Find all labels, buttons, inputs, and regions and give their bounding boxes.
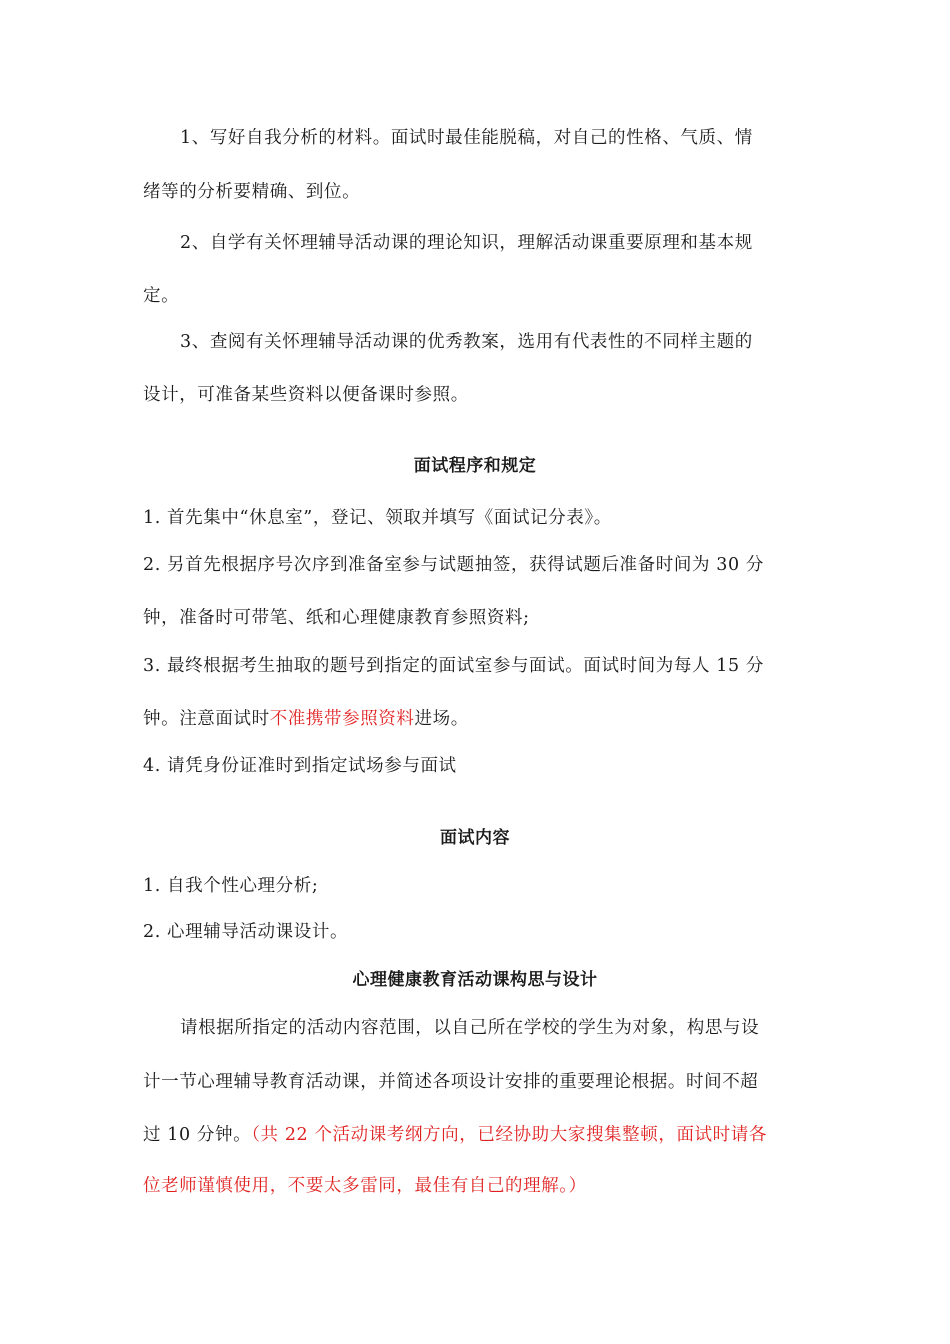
- prep-item-2-line-1: 2、自学有关怀理辅导活动课的理论知识，理解活动课重要原理和基本规: [180, 233, 753, 253]
- prep-item-2-line-2: 定。: [143, 286, 180, 306]
- procedure-item-3-highlight: 不准携带参照资料: [269, 709, 415, 729]
- procedure-item-3-text-b: 进场。: [414, 709, 469, 729]
- procedure-item-4: 4. 请凭身份证准时到指定试场参与面试: [143, 756, 457, 776]
- content-item-2: 2. 心理辅导活动课设计。: [143, 922, 349, 942]
- design-line-3: [143, 1121, 767, 1146]
- prep-item-3-line-2: 设计，可准备某些资料以便备课时参照。: [143, 385, 469, 405]
- procedure-item-1: 1. 首先集中“休息室”，登记、领取并填写《面试记分表》。: [143, 508, 612, 528]
- design-note-part-1: （共 22 个活动课考纲方向，已经协助大家搜集整顿，面试时请各: [251, 1125, 767, 1145]
- procedure-item-2-line-1: 2. 另首先根据序号次序到准备室参与试题抽签，获得试题后准备时间为 30 分: [143, 555, 764, 575]
- design-heading: 心理健康教育活动课构思与设计: [352, 970, 598, 990]
- procedure-item-3-text-a: 钟。注意面试时: [143, 709, 270, 729]
- prep-item-1-line-1: 1、写好自我分析的材料。面试时最佳能脱稿，对自己的性格、气质、情: [180, 128, 753, 148]
- procedure-item-2-line-2: 钟，准备时可带笔、纸和心理健康教育参照资料;: [143, 608, 530, 628]
- content-item-1: 1. 自我个性心理分析;: [143, 876, 319, 896]
- prep-item-1-line-2: 绪等的分析要精确、到位。: [143, 182, 361, 202]
- design-line-3-text: 过 10 分钟。: [143, 1125, 252, 1145]
- procedure-item-3-line-2: [143, 705, 469, 730]
- prep-item-3-line-1: 3、查阅有关怀理辅导活动课的优秀教案，选用有代表性的不同样主题的: [180, 332, 753, 352]
- design-line-2: 计一节心理辅导教育活动课，并简述各项设计安排的重要理论根据。时间不超: [143, 1072, 759, 1092]
- content-heading: 面试内容: [440, 828, 510, 848]
- procedure-item-3-line-1: 3. 最终根据考生抽取的题号到指定的面试室参与面试。面试时间为每人 15 分: [143, 656, 764, 676]
- design-line-1: 请根据所指定的活动内容范围，以自己所在学校的学生为对象，构思与设: [180, 1018, 760, 1038]
- design-note-part-2: 位老师谨慎使用，不要太多雷同，最佳有自己的理解。）: [143, 1176, 587, 1196]
- procedure-heading: 面试程序和规定: [413, 456, 537, 476]
